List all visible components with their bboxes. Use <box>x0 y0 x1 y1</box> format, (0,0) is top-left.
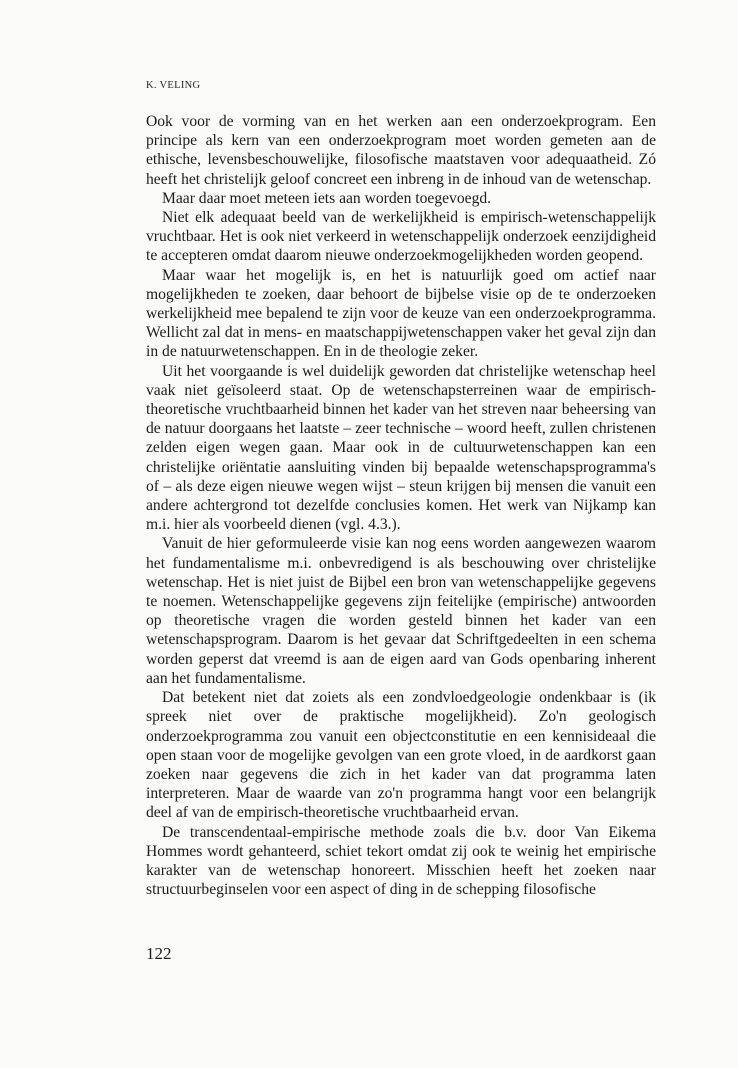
paragraph: Maar daar moet meteen iets aan worden toegevoegd. <box>162 189 492 207</box>
paragraph: Maar waar het mogelijk is, en het is natuurlijk goed om actief naar mogelijkheden te zoeken, daar behoort de bijbelse visie op de te onderzoeken werkelijkheid mee bepalend te zijn voor de keuze van een onderzoekprogramma. Wellicht zal dat in mens- en maatschappijwetenschappen vaker het geval zijn dan in de natuurwetenschappen. En in de theologie zeker. <box>146 266 656 361</box>
paragraph: Ook voor de vorming van en het werken aan een onderzoekprogram. Een principe als kern van een onderzoekprogram moet worden gemeten aan de ethische, levensbeschouwelijke, filosofische maatstaven voor adequaatheid. Zó heeft het christelijk geloof concreet een inbreng in de inhoud van de wetenschap. <box>146 113 656 188</box>
paragraph: Vanuit de hier geformuleerde visie kan nog eens worden aangewezen waarom het fundamentalisme m.i. onbevredigend is als beschouwing over christelijke wetenschap. Het is niet juist de Bijbel een bron van wetenschappelijke gegevens te noemen. Wetenschappelijke gegevens zijn feitelijke (empirische) antwoorden op theoretische vragen die worden gesteld binnen het kader van een wetenschapsprogram. Daarom is het gevaar dat Schriftgedeelten in een schema worden geperst dat vreemd is aan de eigen aard van Gods openbaring inherent aan het fundamentalisme. <box>146 535 656 687</box>
paragraph: De transcendentaal-empirische methode zoals die b.v. door Van Eikema Hommes wordt gehanteerd, schiet tekort omdat zij ook te weinig het empirische karakter van de wetenschap honoreert. Misschien heeft het zoeken naar structuurbeginselen voor een aspect of ding in de schepping filosofische <box>146 823 656 899</box>
paragraph: Uit het voorgaande is wel duidelijk geworden dat christelijke wetenschap heel vaak niet geïsoleerd staat. Op de wetenschapsterreinen waar de empirisch-theoretische vruchtbaarheid binnen het kader van het streven naar beheersing van de natuur doorgaans het laatste – zeer technische – woord heeft, zullen christenen zelden eigen wegen gaan. Maar ook in de cultuurwetenschappen kan een christelijke oriëntatie aansluiting vinden bij bepaalde wetenschapsprogramma's of – als deze eigen nieuwe wegen wijst – steun krijgen bij mensen die vanuit een andere achtergrond tot dezelfde conclusies komen. Het werk van Nijkamp kan m.i. hier als voorbeeld dienen (vgl. 4.3.). <box>146 362 656 534</box>
paragraph: Dat betekent niet dat zoiets als een zondvloedgeologie ondenkbaar is (ik spreek niet over de praktische mogelijkheid). Zo'n geologisch onderzoekprogramma zou vanuit een objectconstitutie en een kennisideaal die open staan voor de mogelijke gevolgen van een grote vloed, in de aardkorst gaan zoeken naar gegevens die zich in het kader van dat programma laten interpreteren. Maar de waarde van zo'n programma hangt voor een belangrijk deel af van de empirisch-theoretische vruchtbaarheid ervan. <box>146 689 656 822</box>
body-text <box>146 112 656 899</box>
running-head: K. VELING <box>146 80 201 91</box>
paragraph: Niet elk adequaat beeld van de werkelijkheid is empirisch-wetenschappelijk vruchtbaar. Het is ook niet verkeerd in wetenschappelijk onderzoek eenzijdigheid te accepteren omdat daarom nieuwe onderzoekmogelijkheden worden geopend. <box>146 209 656 265</box>
page-number: 122 <box>146 944 172 963</box>
